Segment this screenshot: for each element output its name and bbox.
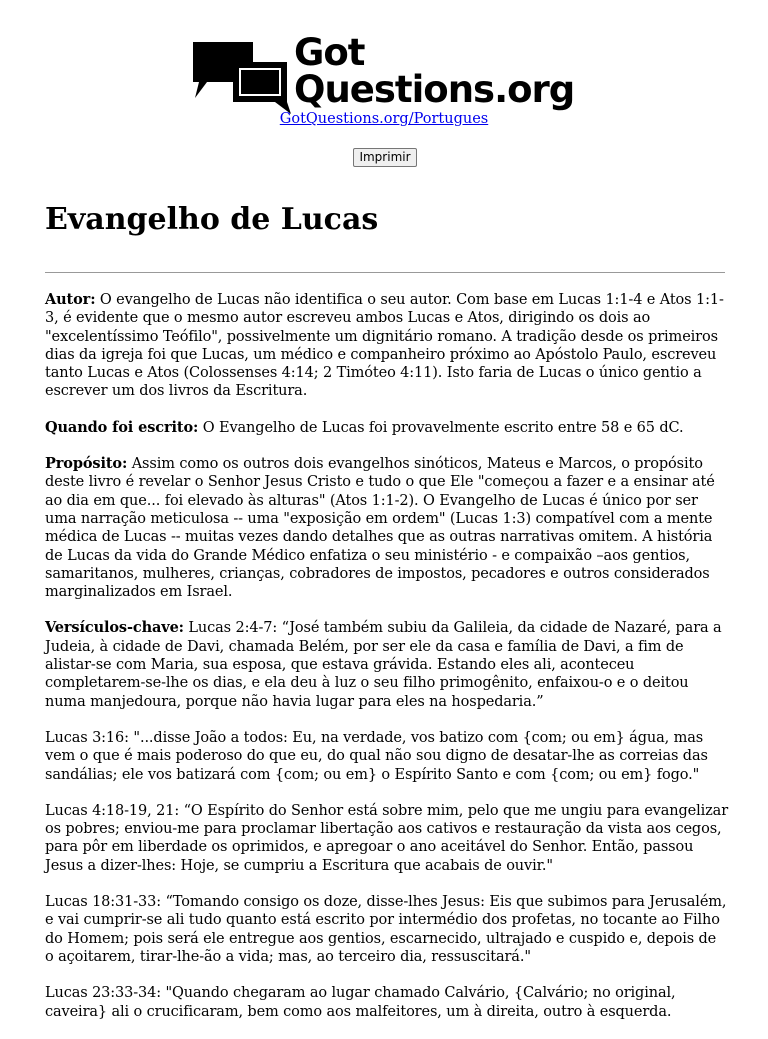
text-author: O evangelho de Lucas não identifica o seu autor. Com base em Lucas 1:1-4 e Atos 1:1-3, é evidente que o mesmo autor escreveu ambos Lucas e Atos, dirigindo os dois ao "excelentíssimo Teófilo", possivelmente um dignitário romano. A tradição desde os primeiros dias da igreja foi que Lucas, um médico e companheiro próximo ao Apóstolo Paulo, escreveu tanto Lucas e Atos (Colossenses 4:14; 2 Timóteo 4:11). Isto faria de Lucas o único gentio a escrever um dos livros da Escritura. [45, 292, 724, 400]
page-title: Evangelho de Lucas [45, 202, 379, 237]
paragraph-verse-3-16: Lucas 3:16: "...disse João a todos: Eu, na verdade, vos batizo com {com; ou em} água, mas vem o que é mais poderoso do que eu, do qual não sou digno de desatar-lhe as correias das sandálias; ele vos batizará com {com; ou em} o Espírito Santo e com {com; ou em} fogo." [45, 729, 708, 783]
text-date: O Evangelho de Lucas foi provavelmente escrito entre 58 e 65 dC. [198, 419, 684, 436]
label-author: Autor: [45, 291, 96, 308]
divider [45, 272, 725, 273]
paragraph-verse-4-18: Lucas 4:18-19, 21: “O Espírito do Senhor está sobre mim, pelo que me ungiu para evangelizar os pobres; enviou-me para proclamar libertação aos cativos e restauração da vista aos cegos, para pôr em liberdade os oprimidos, e apregoar o ano aceitável do Senhor. Então, passou Jesus a dizer-lhes: Hoje, se cumpriu a Escritura que acabais de ouvir." [45, 802, 728, 874]
paragraph-date [45, 419, 728, 437]
logo-wordmark [294, 31, 575, 111]
paragraph-author [45, 291, 728, 401]
print-button[interactable]: Imprimir [353, 148, 417, 167]
article-body [45, 291, 728, 1039]
speech-bubbles-icon [191, 40, 291, 116]
paragraph-verse-18-31: Lucas 18:31-33: “Tomando consigo os doze, disse-lhes Jesus: Eis que subimos para Jerusalém, e vai cumprir-se ali tudo quanto está escrito por intermédio dos profetas, no tocante ao Filho do Homem; pois será ele entregue aos gentios, escarnecido, ultrajado e cuspido e, depois de o açoitarem, tirar-lhe-ão a vida; mas, ao terceiro dia, ressuscitará." [45, 894, 727, 965]
paragraph-verse-23-33: Lucas 23:33-34: "Quando chegaram ao lugar chamado Calvário, {Calvário; no original, caveira} ali o crucificaram, bem como aos malfeitores, um à direita, outro à esquerda. [45, 985, 676, 1020]
paragraph-purpose [45, 455, 728, 601]
logo-line-got: Got [294, 31, 365, 74]
label-purpose: Propósito: [45, 455, 128, 473]
gotquestions-logo[interactable] [191, 31, 581, 116]
text-purpose: Assim como os outros dois evangelhos sinóticos, Mateus e Marcos, o propósito deste livro é revelar o Senhor Jesus Cristo e tudo o que Ele "começou a fazer e a ensinar até ao dia em que... foi elevado às alturas" (Atos 1:1-2). O Evangelho de Lucas é único por ser uma narração meticulosa -- uma "exposição em ordem" (Lucas 1:3) compatível com a mente médica de Lucas -- muitas vezes dando detalhes que as outras narrativas omitem. A história de Lucas da vida do Grande Médico enfatiza o seu ministério - e compaixão –aos gentios, samaritanos, mulheres, crianças, cobradores de impostos, pecadores e outros considerados marginalizados em Israel. [45, 456, 715, 601]
label-date: Quando foi escrito: [45, 418, 199, 436]
text-key-verses: Lucas 2:4-7: “José também subiu da Galileia, da cidade de Nazaré, para a Judeia, à cidade de Davi, chamada Belém, por ser ele da casa e família de Davi, a fim de alistar-se com Maria, sua esposa, que estava grávida. Estando eles ali, aconteceu completarem-se-lhe os dias, e ela deu à luz o seu filho primogênito, enfaixou-o e o deitou numa manjedoura, porque não havia lugar para eles na hospedaria.” [45, 620, 722, 710]
label-key-verses: Versículos-chave: [45, 619, 184, 637]
site-link[interactable]: GotQuestions.org/Portugues [279, 111, 489, 127]
logo-line-questions: Questions.org [294, 68, 575, 111]
paragraph-key-verses [45, 619, 728, 710]
